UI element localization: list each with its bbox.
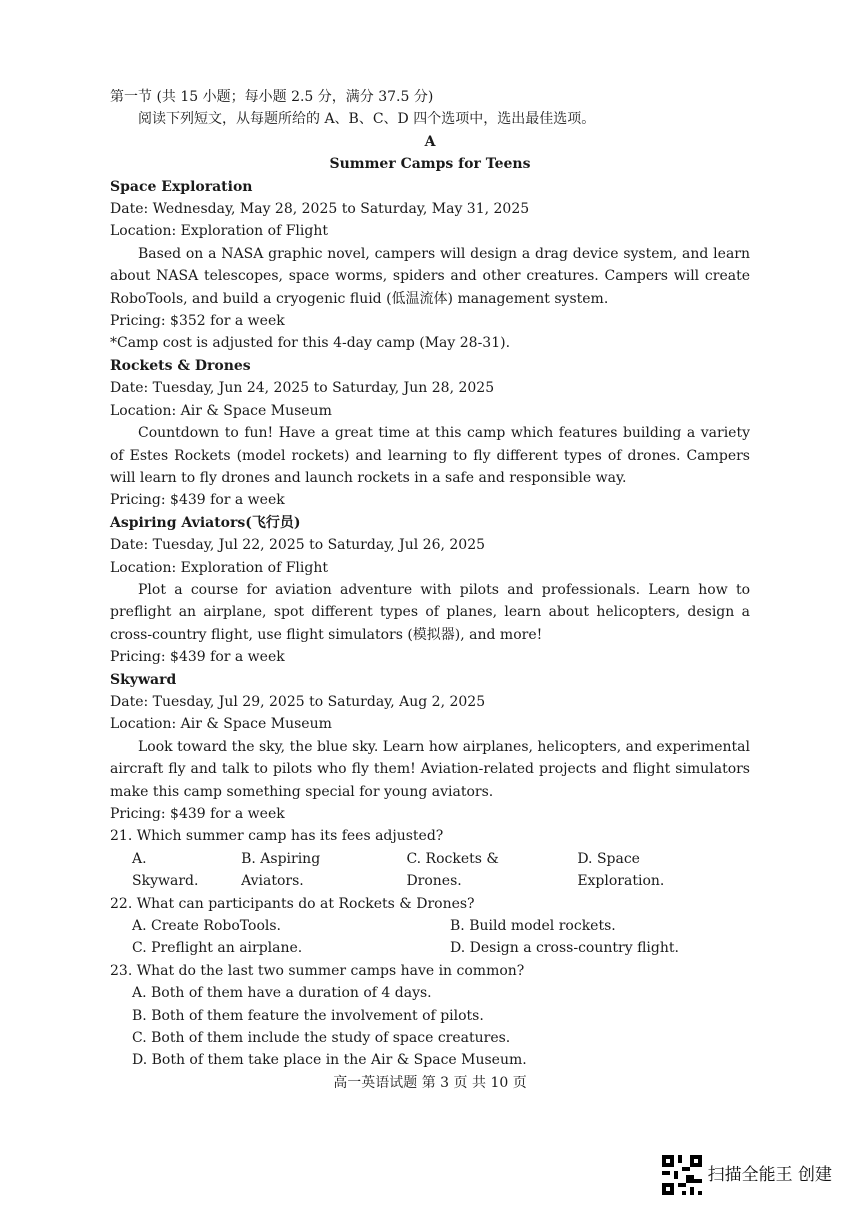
camp-rockets-drones <box>110 355 750 512</box>
section-header: 第一节 (共 15 小题；每小题 2.5 分，满分 37.5 分) <box>110 89 434 105</box>
option-a: A. Create RoboTools. <box>132 918 281 935</box>
exam-page <box>110 86 750 1094</box>
camp-skyward <box>110 669 750 826</box>
camp-description: Look toward the sky, the blue sky. Learn how airplanes, helicopters, and experimental aircraft fly and talk to pilots who fly them! Aviation-related projects and flight simulators make this camp something special for young aviators. <box>110 738 750 800</box>
camp-aspiring-aviators <box>110 512 750 669</box>
qr-code-icon <box>662 1155 702 1195</box>
question-21 <box>110 825 750 892</box>
camp-pricing: Pricing: $352 for a week <box>110 313 285 330</box>
camp-location: Location: Air & Space Museum <box>110 402 332 419</box>
camp-note: *Camp cost is adjusted for this 4-day camp (May 28-31). <box>110 335 511 352</box>
camp-date: Date: Tuesday, Jul 22, 2025 to Saturday, Jul 26, 2025 <box>110 537 486 554</box>
option-b: B. Aspiring Aviators. <box>241 850 321 890</box>
options-grid <box>132 915 750 960</box>
camp-title: Skyward <box>110 671 177 688</box>
options-row <box>132 848 750 893</box>
question-23 <box>110 960 750 1072</box>
camp-title: Space Exploration <box>110 178 253 195</box>
passage-letter: A <box>424 133 436 150</box>
question-text: 21. Which summer camp has its fees adjusted? <box>110 828 444 845</box>
camp-title: Aspiring Aviators(飞行员) <box>110 514 301 531</box>
question-text: 22. What can participants do at Rockets & Drones? <box>110 895 475 912</box>
option-b: B. Both of them feature the involvement of pilots. <box>132 1007 484 1024</box>
instruction: 阅读下列短文，从每题所给的 A、B、C、D 四个选项中，选出最佳选项。 <box>138 111 596 128</box>
question-text: 23. What do the last two summer camps have in common? <box>110 962 525 979</box>
option-b: B. Build model rockets. <box>450 918 616 935</box>
camp-date: Date: Tuesday, Jul 29, 2025 to Saturday, Aug 2, 2025 <box>110 693 486 710</box>
option-c: C. Both of them include the study of space creatures. <box>132 1030 511 1047</box>
camp-description: Plot a course for aviation adventure with pilots and professionals. Learn how to preflight an airplane, spot different types of planes, learn about helicopters, design a cross-country flight, use flight simulators (模拟器), and more! <box>110 581 750 643</box>
option-c: C. Rockets & Drones. <box>406 850 499 890</box>
option-d: D. Space Exploration. <box>577 850 665 890</box>
camp-pricing: Pricing: $439 for a week <box>110 806 285 822</box>
watermark-text: 扫描全能王 创建 <box>707 1164 832 1185</box>
option-a: A. Both of them have a duration of 4 days. <box>132 985 432 1002</box>
camp-pricing: Pricing: $439 for a week <box>110 649 285 666</box>
passage-title: Summer Camps for Teens <box>329 156 531 173</box>
camp-description: Countdown to fun! Have a great time at this camp which features building a variety of Estes Rockets (model rockets) and learning to fly different types of drones. Campers will learn to fly drones and launch rockets in a safe and responsible way. <box>110 425 750 486</box>
camp-date: Date: Wednesday, May 28, 2025 to Saturday, May 31, 2025 <box>110 201 530 218</box>
camp-title: Rockets & Drones <box>110 357 251 374</box>
camp-description: Based on a NASA graphic novel, campers will design a drag device system, and learn about NASA telescopes, space worms, spiders and other creatures. Campers will create RoboTools, and build a cryogenic fluid (低温流体) management system. <box>110 245 750 307</box>
camp-date: Date: Tuesday, Jun 24, 2025 to Saturday, Jun 28, 2025 <box>110 380 495 397</box>
page-footer: 高一英语试题 第 3 页 共 10 页 <box>333 1074 527 1091</box>
camp-location: Location: Air & Space Museum <box>110 716 332 733</box>
question-22 <box>110 893 750 960</box>
option-a: A. Skyward. <box>132 850 199 890</box>
option-d: D. Both of them take place in the Air & Space Museum. <box>132 1052 527 1069</box>
camp-location: Location: Exploration of Flight <box>110 559 328 576</box>
scanner-watermark <box>662 1155 832 1195</box>
camp-location: Location: Exploration of Flight <box>110 223 328 240</box>
camp-pricing: Pricing: $439 for a week <box>110 492 285 509</box>
option-c: C. Preflight an airplane. <box>132 940 303 957</box>
camp-space-exploration <box>110 176 750 355</box>
option-d: D. Design a cross-country flight. <box>450 940 679 957</box>
